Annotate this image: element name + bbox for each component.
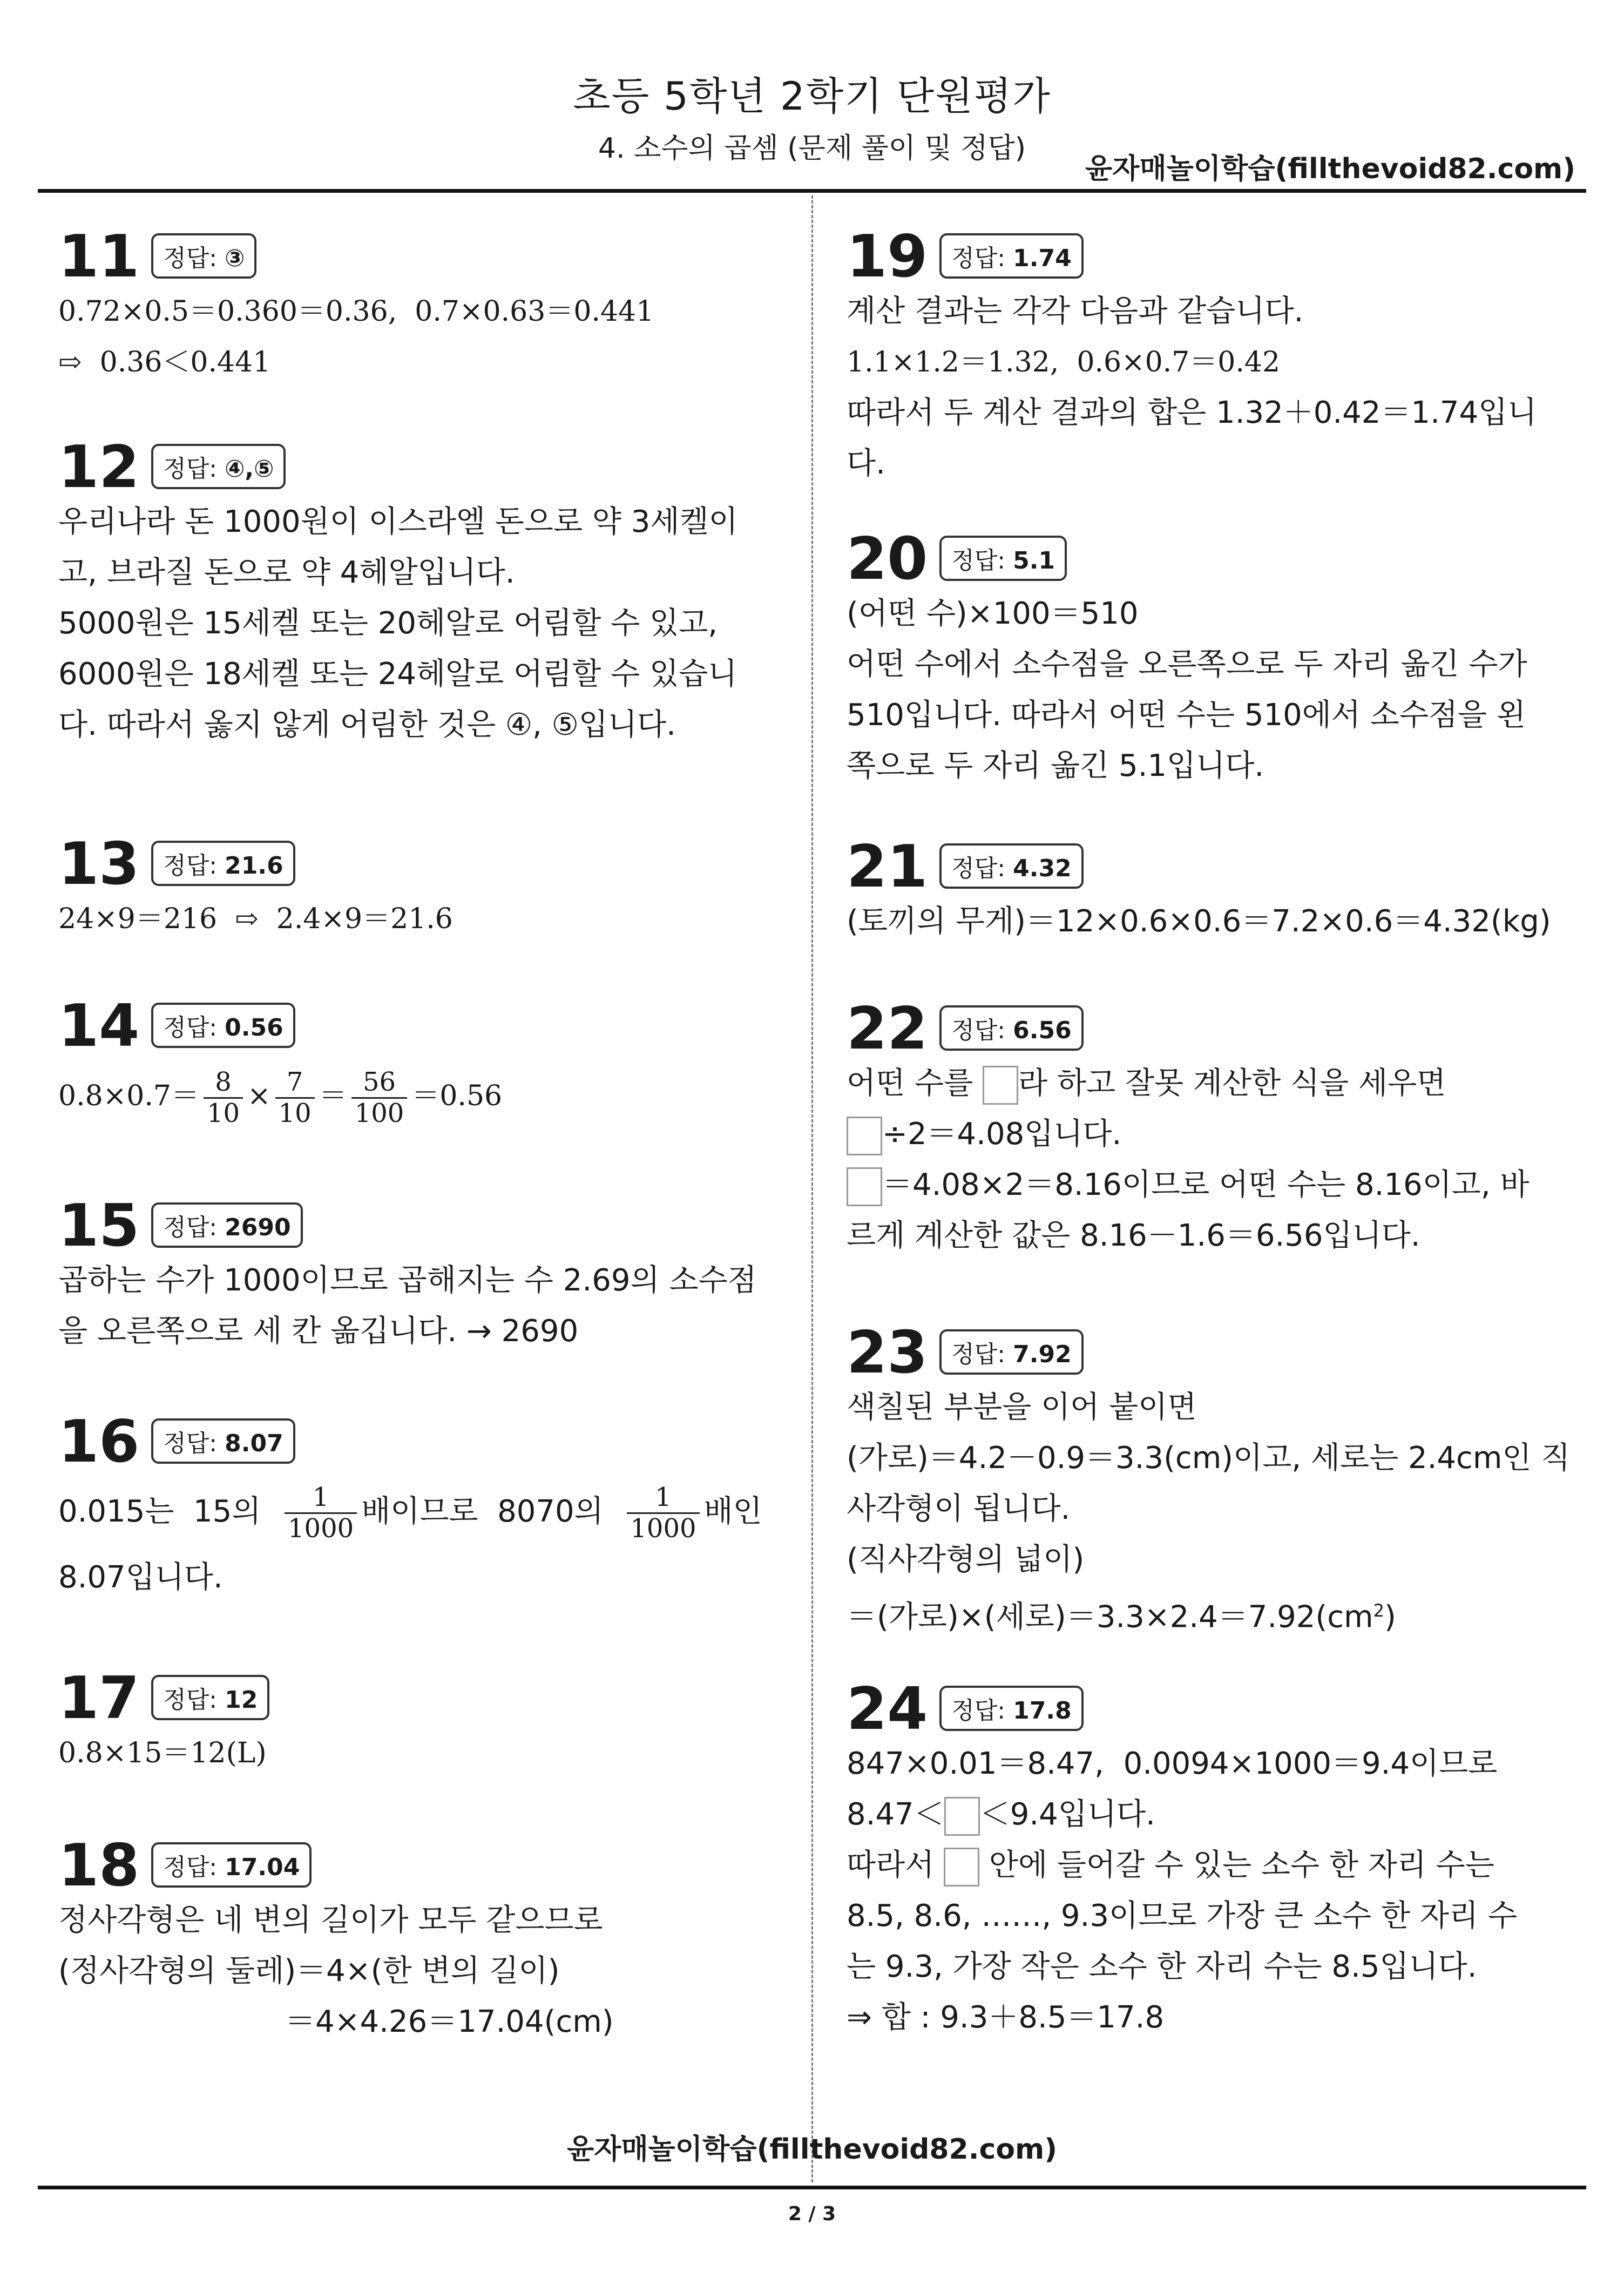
solution-line: 0.8×15＝12(L) xyxy=(58,1737,267,1769)
solution-line: ＝4.08×2＝8.16이므로 어떤 수는 8.16이고, 바 xyxy=(847,1160,1548,1211)
answer-badge: 정답: ④,⑤ xyxy=(151,444,286,489)
solution-line: 쪽으로 두 자리 옮긴 5.1입니다. xyxy=(847,748,1264,783)
blank-box xyxy=(983,1066,1018,1105)
solution-line: 따라서 두 계산 결과의 합은 1.32＋0.42＝1.74입니 xyxy=(847,395,1537,430)
solution-line: (정사각형의 둘레)＝4×(한 변의 길이) xyxy=(58,1953,560,1989)
solution-line: 24×9＝216 ⇨ 2.4×9＝21.6 xyxy=(58,903,453,935)
problem-number: 16 xyxy=(58,1408,140,1476)
solution-line: 곱하는 수가 1000이므로 곱해지는 수 2.69의 소수점 xyxy=(58,1263,757,1298)
answer-badge: 정답: 0.56 xyxy=(151,1003,295,1048)
blank-box xyxy=(944,1797,980,1836)
answer-badge: 정답: 2690 xyxy=(151,1202,302,1248)
answer-badge: 정답: 5.1 xyxy=(939,536,1067,581)
document-title: 초등 5학년 2학기 단원평가 xyxy=(573,73,1051,119)
page-number: 2 / 3 xyxy=(788,2203,836,2225)
fraction: $\frac{7}{10}$ xyxy=(275,1067,315,1128)
answer-badge: 정답: 17.8 xyxy=(939,1686,1083,1731)
problem-number: 19 xyxy=(847,223,928,290)
solution-line: ÷2＝4.08입니다. xyxy=(847,1109,1548,1160)
answer-badge: 정답: 6.56 xyxy=(939,1005,1083,1051)
problem-number: 22 xyxy=(847,995,928,1063)
problem-number: 15 xyxy=(58,1192,140,1260)
problem-number: 21 xyxy=(847,833,928,901)
solution-line: 사각형이 됩니다. xyxy=(847,1491,1071,1526)
left-column xyxy=(58,223,762,2063)
solution-line: (토끼의 무게)＝12×0.6×0.6＝7.2×0.6＝4.32(kg) xyxy=(847,904,1551,939)
fraction: $\frac{1}{1000}$ xyxy=(285,1483,357,1544)
answer-badge: 정답: 21.6 xyxy=(151,841,295,886)
solution-line: 르게 계산한 값은 8.16－1.6＝6.56입니다. xyxy=(847,1218,1420,1253)
answer-badge: 정답: ③ xyxy=(151,233,256,279)
solution-line: (가로)＝4.2－0.9＝3.3(cm)이고, 세로는 2.4cm인 직 xyxy=(847,1441,1571,1476)
problem-17 xyxy=(58,1665,760,1836)
brand-header: 윤자매놀이학습(fillthevoid82.com) xyxy=(1085,153,1575,185)
problem-19 xyxy=(847,223,1548,529)
answer-badge: 정답: 7.92 xyxy=(939,1329,1083,1375)
blank-box xyxy=(944,1848,979,1887)
footer-rule xyxy=(38,2186,1586,2189)
fraction: $\frac{1}{1000}$ xyxy=(627,1483,699,1544)
problem-number: 14 xyxy=(58,992,140,1060)
solution-line: 따라서 안에 들어갈 수 있는 소수 한 자리 수는 xyxy=(847,1840,1548,1891)
problem-20 xyxy=(847,525,1548,837)
brand-footer: 윤자매놀이학습(fillthevoid82.com) xyxy=(566,2133,1057,2166)
problem-12 xyxy=(58,434,760,834)
right-column xyxy=(847,223,1571,2057)
solution-line: 어떤 수를 라 하고 잘못 계산한 식을 세우면 xyxy=(847,1058,1548,1109)
solution-line: 정사각형은 네 변의 길이가 모두 같으므로 xyxy=(58,1903,603,1938)
answer-badge: 정답: 4.32 xyxy=(939,843,1083,889)
solution-line: 다. xyxy=(847,446,885,481)
problem-24 xyxy=(847,1675,1548,2057)
problem-23 xyxy=(847,1319,1571,1679)
solution-line: 8.47＜ ＜9.4입니다. xyxy=(847,1789,1548,1840)
answer-badge: 정답: 17.04 xyxy=(151,1842,312,1888)
problem-number: 18 xyxy=(58,1832,140,1899)
problem-11 xyxy=(58,223,760,437)
problem-number: 12 xyxy=(58,434,140,501)
problem-15 xyxy=(58,1192,760,1412)
solution-line: 어떤 수에서 소수점을 오른쪽으로 두 자리 옮긴 수가 xyxy=(847,647,1527,682)
answer-badge: 정답: 12 xyxy=(151,1675,269,1720)
document-subtitle: 4. 소수의 곱셈 (문제 풀이 및 정답) xyxy=(598,132,1026,165)
solution-line: 계산 결과는 각각 다음과 같습니다. xyxy=(847,294,1304,329)
solution-line: 510입니다. 따라서 어떤 수는 510에서 소수점을 왼 xyxy=(847,698,1526,733)
header-rule xyxy=(38,189,1586,193)
solution-line: 8.07입니다. xyxy=(58,1560,223,1595)
problem-14 xyxy=(58,992,760,1196)
solution-line: ＝(가로)×(세로)$=3.3\times 2.4=7.92(cm^2)$ xyxy=(847,1599,1396,1635)
solution-line: 0.72×0.5＝0.360＝0.36, 0.7×0.63＝0.441 xyxy=(58,295,654,328)
solution-line: 우리나라 돈 1000원이 이스라엘 돈으로 약 3세켈이 xyxy=(58,504,738,539)
problem-number: 13 xyxy=(58,830,140,898)
fraction: $\frac{56}{100}$ xyxy=(351,1067,408,1128)
solution-line: (어떤 수)×100＝510 xyxy=(847,596,1139,631)
fraction: $\frac{8}{10}$ xyxy=(204,1067,243,1128)
answer-badge: 정답: 8.07 xyxy=(151,1418,295,1464)
solution-line: 는 9.3, 가장 작은 소수 한 자리 수는 8.5입니다. xyxy=(847,1949,1477,1984)
solution-line: 0.015는 15의 $\frac{1}{1000}$ 배이므로 8070의 $\frac{1}{1000}$ 배인 xyxy=(58,1482,762,1544)
blank-box xyxy=(847,1167,882,1206)
problem-number: 11 xyxy=(58,223,140,290)
column-divider xyxy=(811,195,813,2182)
solution-line: ⇨ 0.36＜0.441 xyxy=(58,346,271,378)
problem-21 xyxy=(847,833,1551,999)
solution-line: 6000원은 18세켈 또는 24헤알로 어림할 수 있습니 xyxy=(58,657,737,692)
solution-line: 5000원은 15세켈 또는 20헤알로 어림할 수 있고, xyxy=(58,606,718,641)
solution-line: 을 오른쪽으로 세 칸 옮깁니다. → 2690 xyxy=(58,1314,579,1349)
problem-number: 24 xyxy=(847,1675,928,1743)
problem-number: 17 xyxy=(58,1665,140,1732)
solution-line: (직사각형의 넓이) xyxy=(847,1542,1085,1577)
solution-line: ⇒ 합 : 9.3＋8.5＝17.8 xyxy=(847,2000,1165,2035)
solution-line: 고, 브라질 돈으로 약 4헤알입니다. xyxy=(58,555,515,590)
solution-line: 다. 따라서 옳지 않게 어림한 것은 ④, ⑤입니다. xyxy=(58,707,676,742)
problem-number: 20 xyxy=(847,525,928,593)
problem-16 xyxy=(58,1408,762,1668)
solution-line: 0.8×0.7＝ $\frac{8}{10}$ × $\frac{7}{10}$ ＝ $\frac{56}{100}$ ＝0.56 xyxy=(58,1066,503,1128)
problem-number: 23 xyxy=(847,1319,928,1387)
problem-13 xyxy=(58,830,760,996)
solution-line: ＝4×4.26＝17.04(cm) xyxy=(285,2004,614,2039)
problem-22 xyxy=(847,995,1548,1323)
solution-line: 8.5, 8.6, ……, 9.3이므로 가장 큰 소수 한 자리 수 xyxy=(847,1898,1517,1933)
problem-18 xyxy=(58,1832,760,2063)
solution-line: 1.1×1.2＝1.32, 0.6×0.7＝0.42 xyxy=(847,346,1281,378)
blank-box xyxy=(847,1117,882,1155)
solution-line: 847×0.01＝8.47, 0.0094×1000＝9.4이므로 xyxy=(847,1746,1498,1781)
solution-line: 색칠된 부분을 이어 붙이면 xyxy=(847,1390,1197,1425)
answer-badge: 정답: 1.74 xyxy=(939,233,1083,279)
